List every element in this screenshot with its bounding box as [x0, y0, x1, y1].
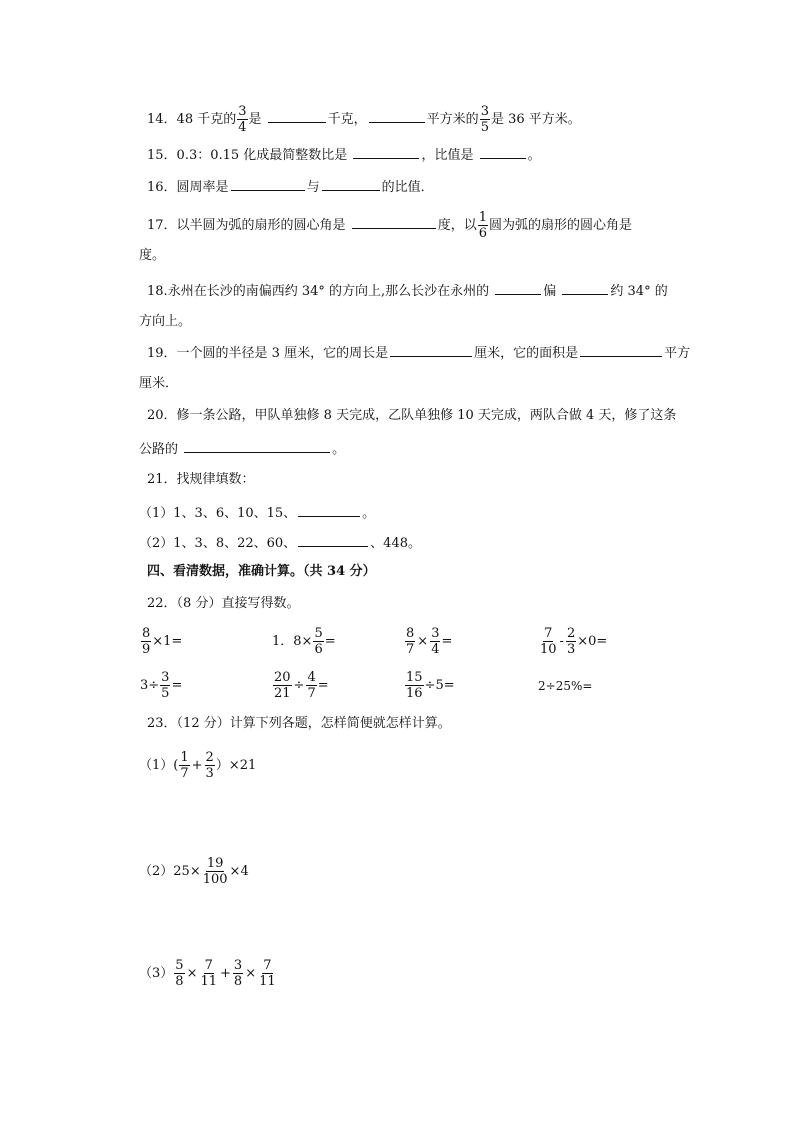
question-17: 17．以半圆为弧的扇形的圆心角是 度，以 $\frac{1}{6}$ 圆为弧的扇形的圆心角是: [147, 210, 632, 241]
answer-blank[interactable]: [562, 280, 608, 295]
question-19-cont: 厘米．: [139, 376, 179, 391]
answer-blank[interactable]: [369, 108, 425, 123]
question-18-cont: 方向上。: [139, 314, 192, 329]
question-23: 23．（12 分）计算下列各题，怎样简便就怎样计算。: [147, 716, 451, 731]
answer-blank[interactable]: [480, 144, 526, 159]
fraction: $\frac{20}{21}$: [274, 670, 291, 701]
problem-2: （2）25× $\frac{19}{100}$ ×4: [139, 856, 249, 887]
answer-blank[interactable]: [580, 342, 662, 357]
fraction: $\frac{1}{6}$: [478, 210, 487, 241]
fraction: $\frac{3}{4}$: [238, 104, 247, 135]
fraction: $\frac{19}{100}$: [202, 856, 228, 887]
expr-3: $\frac{8}{7}$ × $\frac{3}{4}$ =: [406, 626, 453, 657]
fraction: $\frac{15}{16}$: [406, 670, 423, 701]
answer-blank[interactable]: [390, 342, 472, 357]
fraction: $\frac{7}{11}$: [200, 958, 218, 989]
section-title: 四、看清数据，准确计算。（共 34 分）: [147, 564, 376, 579]
expr-6: $\frac{20}{21}$ ÷ $\frac{4}{7}$ =: [274, 670, 329, 701]
question-20-cont: 公路的 。: [139, 438, 794, 460]
question-21: 21．找规律填数：: [147, 472, 255, 487]
question-number: 22．: [147, 596, 177, 611]
fraction: $\frac{8}{7}$: [406, 626, 415, 657]
answer-blank[interactable]: [495, 280, 541, 295]
question-number: 23．: [147, 716, 177, 731]
question-19: 19．一个圆的半径是 3 厘米，它的周长是 厘米，它的面积是 平方: [147, 342, 794, 364]
fraction: $\frac{3}{4}$: [431, 626, 440, 657]
question-number: 17．: [147, 218, 177, 233]
expr-5: 3÷ $\frac{3}{5}$ =: [140, 670, 183, 701]
answer-blank[interactable]: [322, 176, 380, 191]
question-17-cont: 度。: [139, 248, 166, 263]
answer-blank[interactable]: [353, 144, 419, 159]
fraction: $\frac{3}{8}$: [233, 958, 243, 989]
answer-blank[interactable]: [298, 502, 360, 517]
fraction: $\frac{5}{8}$: [175, 958, 184, 989]
question-number: 18.: [147, 284, 168, 299]
fraction: $\frac{2}{3}$: [566, 626, 576, 657]
problem-1: （1）( $\frac{1}{7}$ + $\frac{2}{3}$ ）×21: [139, 750, 257, 781]
expr-1: $\frac{8}{9}$ ×1=: [142, 626, 183, 657]
fraction: $\frac{1}{7}$: [180, 750, 189, 781]
fraction: $\frac{2}{3}$: [205, 750, 214, 781]
fraction: $\frac{5}{6}$: [314, 626, 323, 657]
question-21-sub1: （1）1、3、6、10、15、 。: [139, 502, 794, 524]
question-number: 14．: [147, 112, 177, 127]
question-number: 19．: [147, 346, 177, 361]
question-15: 15．0.3：0.15 化成最简整数比是 ，比值是 。: [147, 144, 794, 166]
question-number: 20．: [147, 408, 177, 423]
answer-blank[interactable]: [298, 532, 368, 547]
fraction: $\frac{3}{5}$: [161, 670, 170, 701]
answer-blank[interactable]: [268, 108, 326, 123]
fraction: $\frac{8}{9}$: [142, 626, 151, 657]
question-21-sub2: （2）1、3、8、22、60、 、448。: [139, 532, 794, 554]
question-number: 15．: [147, 148, 177, 163]
question-22: 22．（8 分）直接写得数。: [147, 596, 300, 611]
question-number: 16．: [147, 180, 177, 195]
expr-4: $\frac{7}{10}$ - $\frac{2}{3}$ ×0=: [540, 626, 608, 657]
fraction: $\frac{7}{10}$: [540, 626, 557, 657]
question-16: 16．圆周率是 与 的比值．: [147, 176, 794, 198]
expr-2: 1．8× $\frac{5}{6}$ =: [272, 626, 336, 657]
fraction: $\frac{7}{11}$: [259, 958, 276, 989]
fraction: $\frac{3}{5}$: [480, 104, 489, 135]
question-14: 14．48 千克的 $\frac{3}{4}$ 是 千克， 平方米的 $\frac{3}{5}$ 是 36 平方米。: [147, 104, 581, 135]
question-20: 20．修一条公路，甲队单独修 8 天完成，乙队单独修 10 天完成，两队合做 4 天，修了这条: [147, 408, 677, 423]
fraction: $\frac{4}{7}$: [307, 670, 316, 701]
question-number: 21．: [147, 472, 177, 487]
question-18: 18.永州在长沙的南偏西约 34° 的方向上,那么长沙在永州的 偏 约 34° 的: [147, 280, 794, 302]
expr-8: 2÷25%=: [538, 679, 593, 693]
answer-blank[interactable]: [184, 438, 330, 453]
problem-3: （3） $\frac{5}{8}$ × $\frac{7}{11}$ + $\frac{3}{8}$ × $\frac{7}{11}$: [139, 958, 276, 989]
answer-blank[interactable]: [352, 214, 436, 229]
expr-7: $\frac{15}{16}$ ÷5=: [406, 670, 455, 701]
answer-blank[interactable]: [231, 176, 305, 191]
